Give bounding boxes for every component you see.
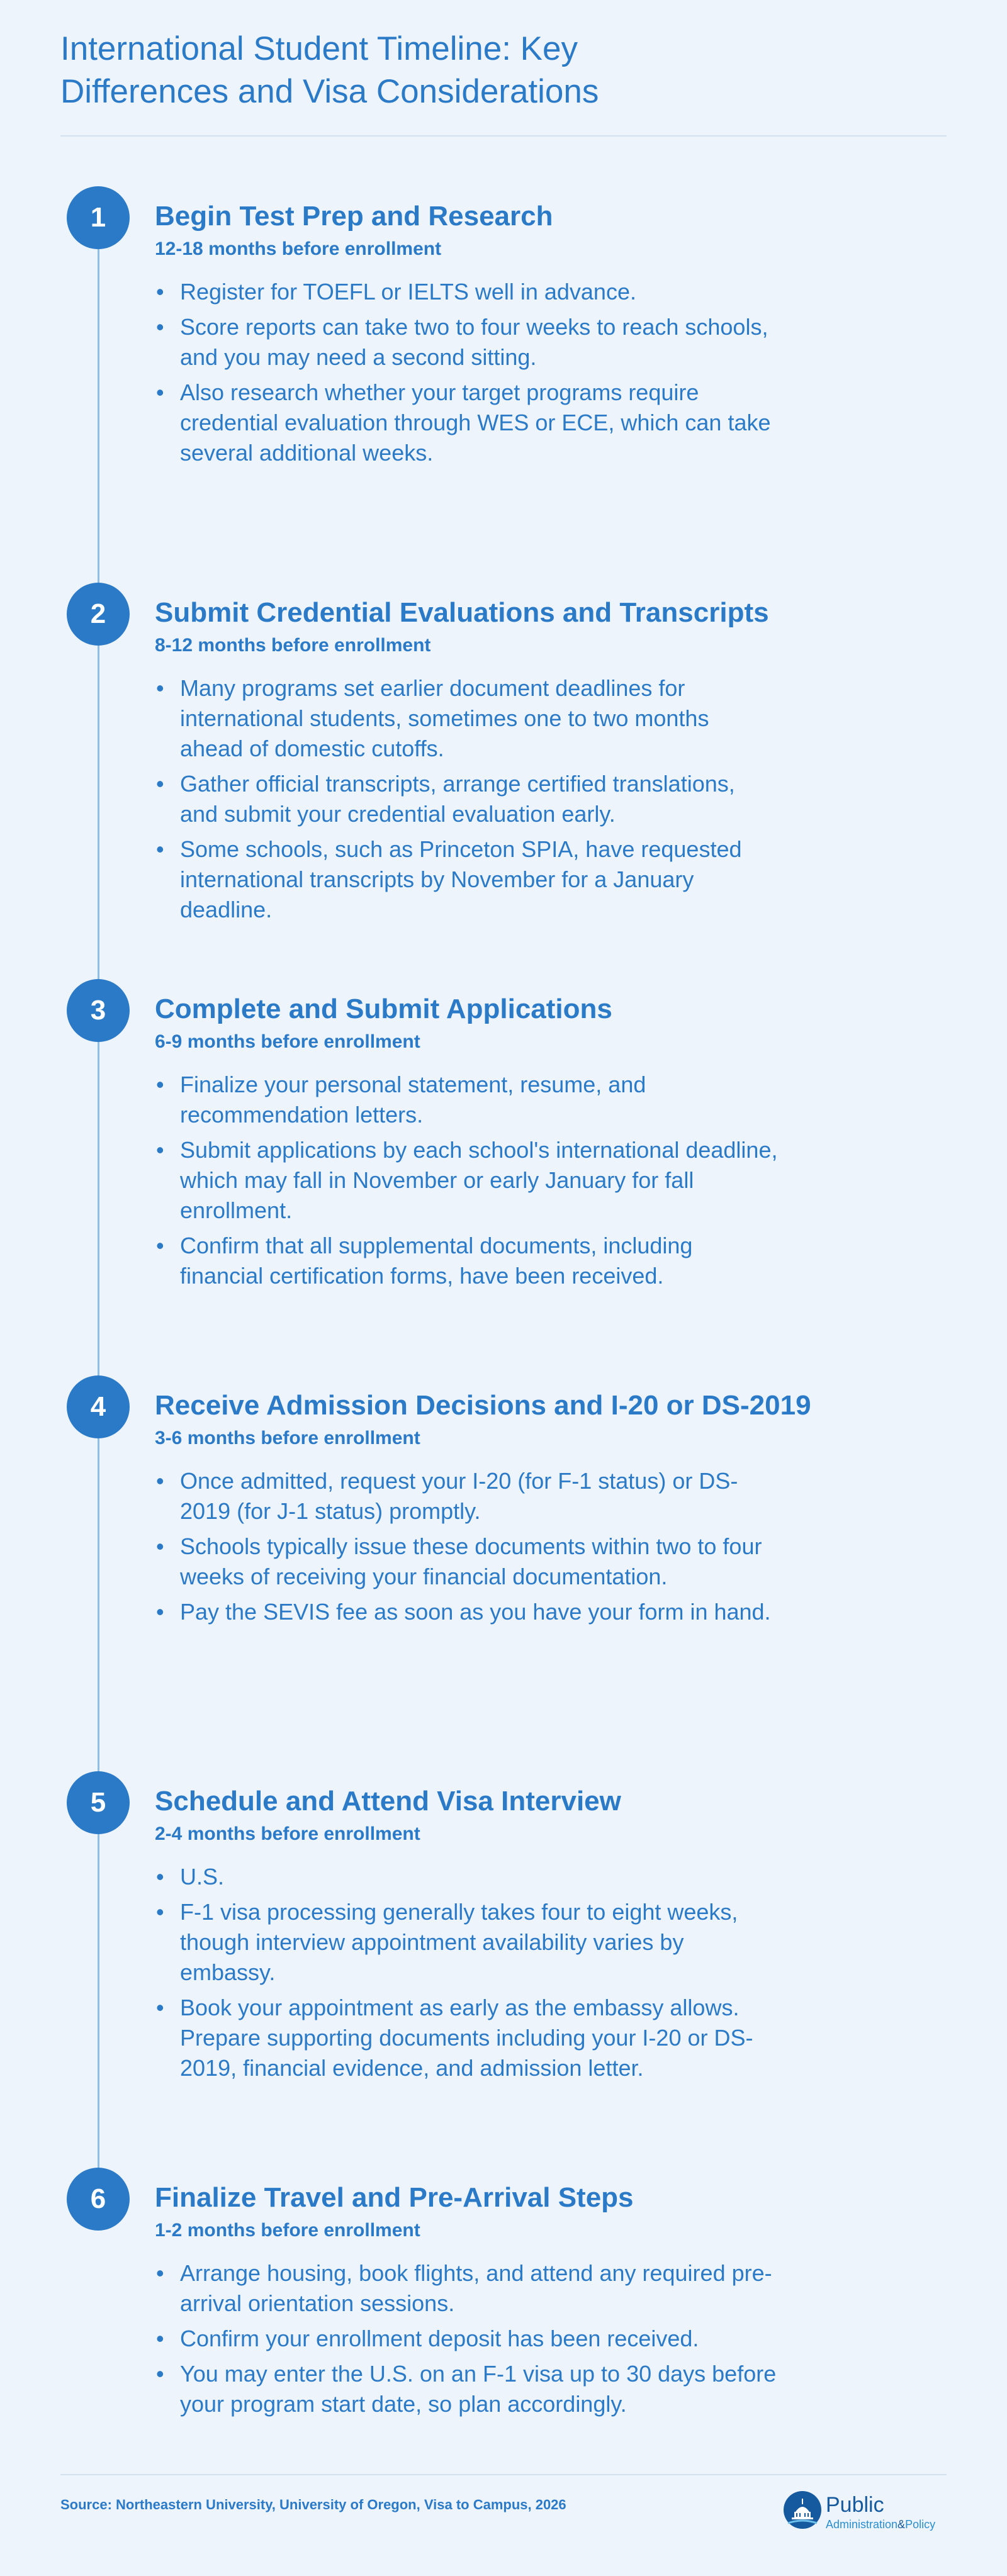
step-timing: 1-2 months before enrollment: [155, 2220, 420, 2241]
bullet-item: • You may enter the U.S. on an F-1 visa up to 30 days before your program start date, so plan accordingly.: [155, 2359, 778, 2419]
bullet-item: • Submit applications by each school's international deadline, which may fall in November or early January for fall enrollment.: [155, 1135, 778, 1226]
bullet-item: • Register for TOEFL or IELTS well in advance.: [155, 277, 778, 307]
logo-wordmark-administration: Administration: [826, 2518, 898, 2531]
step-content: [155, 199, 860, 473]
step-title: Finalize Travel and Pre-Arrival Steps: [155, 2182, 634, 2213]
bullet-item: • Finalize your personal statement, resume, and recommendation letters.: [155, 1070, 778, 1130]
step-bullet-list: [155, 1070, 778, 1291]
step-number-badge: 2: [67, 583, 130, 646]
bullet-item: • Also research whether your target programs require credential evaluation through WES or ECE, which can take several additional weeks.: [155, 378, 778, 468]
bullet-item: • F-1 visa processing generally takes four to eight weeks, though interview appointment availability varies by embassy.: [155, 1897, 778, 1988]
logo-wordmark-subtitle: [826, 2518, 935, 2531]
bullet-item: • Pay the SEVIS fee as soon as you have your form in hand.: [155, 1597, 778, 1627]
capitol-dome-icon: [783, 2490, 822, 2529]
step-number-badge: 6: [67, 2168, 130, 2231]
bullet-item: • Many programs set earlier document deadlines for international students, sometimes one to two months ahead of domestic cutoffs.: [155, 673, 778, 764]
step-content: [155, 595, 860, 930]
step-timing: 8-12 months before enrollment: [155, 635, 431, 656]
bullet-item: • Confirm that all supplemental documents, including financial certification forms, have been received.: [155, 1231, 778, 1291]
logo-wordmark-public: Public: [826, 2493, 884, 2517]
bullet-item: • Score reports can take two to four weeks to reach schools, and you may need a second sitting.: [155, 312, 778, 372]
site-logo[interactable]: [783, 2474, 953, 2543]
step-number-badge: 4: [67, 1375, 130, 1438]
step-bullet-list: [155, 1466, 778, 1627]
timeline-line: [98, 218, 99, 2191]
page-title-line2: Differences and Visa Considerations: [60, 73, 599, 110]
bullet-item: • Book your appointment as early as the embassy allows. Prepare supporting documents including your I-20 or DS-2019, financial evidence, and admission letter.: [155, 1993, 778, 2083]
page-header: [60, 28, 947, 113]
step-title: Complete and Submit Applications: [155, 994, 612, 1024]
bullet-item: • Gather official transcripts, arrange certified translations, and submit your credential evaluation early.: [155, 769, 778, 829]
bullet-item: • Schools typically issue these documents within two to four weeks of receiving your financial documentation.: [155, 1532, 778, 1592]
step-number-badge: 5: [67, 1771, 130, 1834]
step-timing: 3-6 months before enrollment: [155, 1428, 420, 1448]
source-note: Source: Northeastern University, University of Oregon, Visa to Campus, 2026: [60, 2497, 566, 2512]
step-title: Submit Credential Evaluations and Transcripts: [155, 597, 769, 628]
step-timing: 6-9 months before enrollment: [155, 1031, 420, 1052]
bullet-item: • Arrange housing, book flights, and attend any required pre-arrival orientation sessions.: [155, 2258, 778, 2319]
page-title-line1: International Student Timeline: Key: [60, 30, 578, 67]
step-bullet-list: [155, 673, 778, 925]
step-bullet-list: [155, 1862, 778, 2083]
step-bullet-list: [155, 277, 778, 468]
bullet-item: • Confirm your enrollment deposit has been received.: [155, 2324, 778, 2354]
step-content: [155, 1784, 860, 2088]
step-title: Schedule and Attend Visa Interview: [155, 1786, 621, 1817]
bullet-item: • Once admitted, request your I-20 (for F-1 status) or DS-2019 (for J-1 status) promptly.: [155, 1466, 778, 1526]
logo-ampersand: &: [897, 2518, 906, 2531]
step-title: Begin Test Prep and Research: [155, 201, 553, 232]
header-divider: [60, 135, 947, 137]
step-bullet-list: [155, 2258, 778, 2419]
bullet-item: • Some schools, such as Princeton SPIA, have requested international transcripts by November for a January deadline.: [155, 834, 778, 925]
bullet-item: • U.S.: [155, 1862, 778, 1892]
step-timing: 12-18 months before enrollment: [155, 238, 442, 259]
page-title: [60, 28, 947, 113]
step-number-badge: 3: [67, 979, 130, 1042]
step-content: [155, 2180, 860, 2424]
step-number-badge: 1: [67, 186, 130, 249]
step-title: Receive Admission Decisions and I-20 or DS-2019: [155, 1390, 811, 1421]
step-timing: 2-4 months before enrollment: [155, 1823, 420, 1844]
logo-wordmark-policy: Policy: [905, 2518, 936, 2531]
step-content: [155, 1388, 860, 1632]
step-content: [155, 992, 860, 1296]
